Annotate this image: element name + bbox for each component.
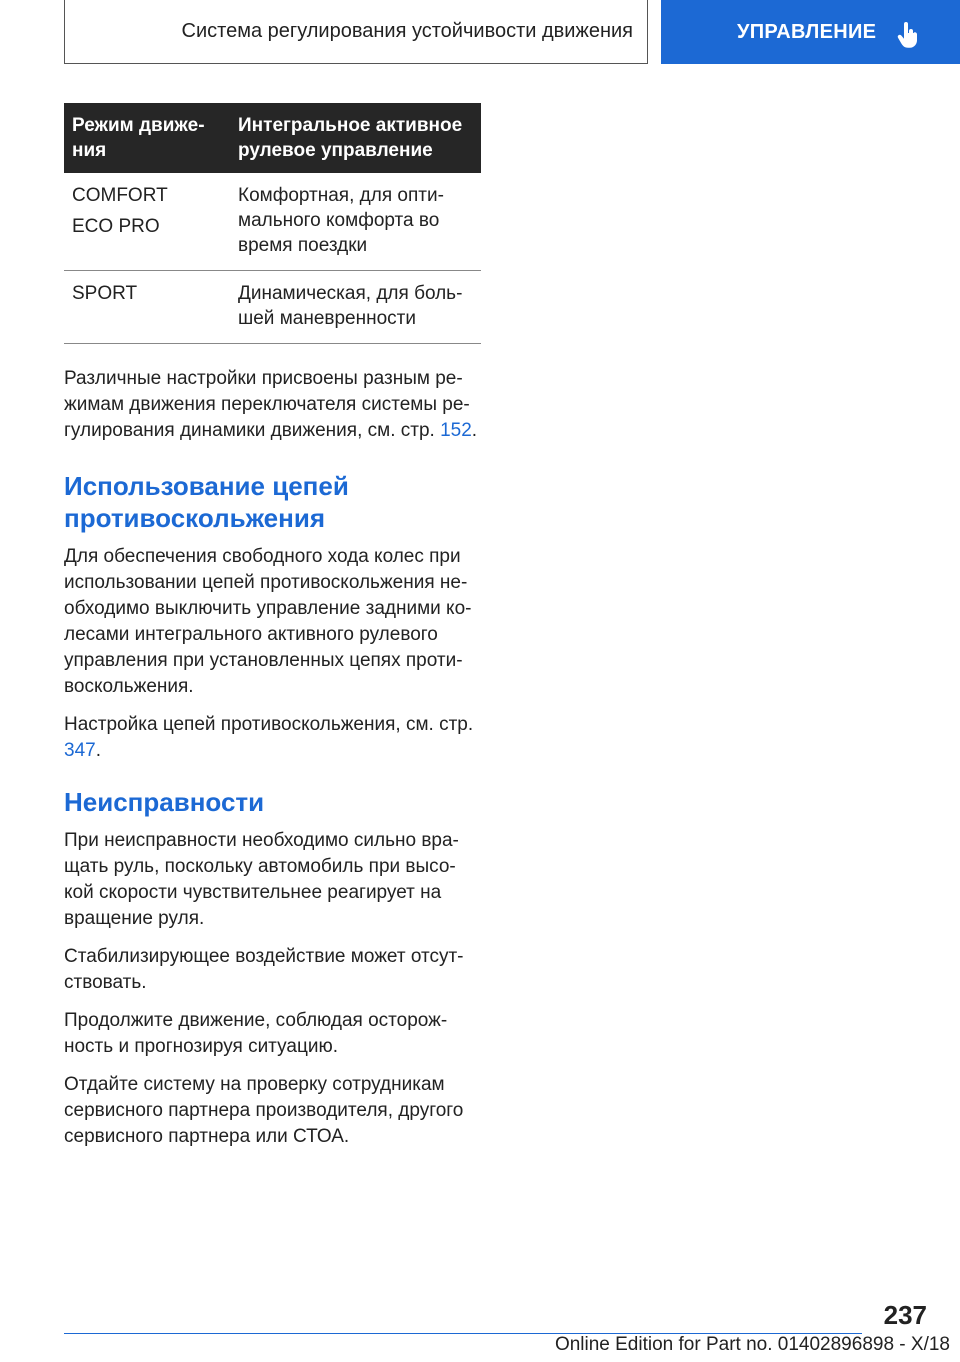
paragraph-tail: .	[471, 420, 478, 441]
paragraph-text: Настройка цепей противоскольжения, см. стр.	[64, 714, 474, 735]
heading-snow-chains: Использование цепей противоскольжения	[64, 471, 349, 533]
paragraph-faults-2: Стабилизирующее воздействие может отсут-ствовать.	[64, 946, 464, 993]
paragraph-faults-1: При неисправности необходимо сильно вра-щать руль, поскольку автомобиль при высо-кой скорости чувствительнее реагирует на вращение руля.	[64, 830, 459, 929]
section-title: Система регулирования устойчивости движения	[181, 20, 633, 42]
driving-mode-table	[64, 103, 481, 344]
chapter-tab[interactable]	[661, 0, 960, 64]
page-link-152[interactable]: 152	[440, 420, 472, 441]
table-cell-modes	[64, 173, 230, 271]
table-cell-description: Динамическая, для боль-шей маневренности	[230, 271, 481, 344]
page-link-347[interactable]: 347	[64, 740, 96, 761]
paragraph-chains-1: Для обеспечения свободного хода колес при использовании цепей противоскольжения не-обходимо выключить управление задними ко-лесами интегрального активного рулевого управления при установленных цепях проти-воскольжения.	[64, 546, 472, 697]
table-header-mode: Режим движе-ния	[64, 103, 230, 173]
running-header-section	[64, 0, 648, 64]
paragraph-faults-3: Продолжите движение, соблюдая осторож-ность и прогнозируя ситуацию.	[64, 1010, 448, 1057]
table-header-row	[64, 103, 481, 173]
table-cell-modes	[64, 271, 230, 344]
main-column	[64, 103, 481, 1162]
table-row	[64, 271, 481, 344]
paragraph-tail: .	[95, 740, 101, 761]
mode-label: COMFORT	[72, 185, 168, 206]
mode-label: ECO PRO	[72, 216, 160, 237]
heading-faults: Неисправности	[64, 787, 265, 817]
page-number: 237	[883, 1300, 927, 1330]
pointing-hand-icon	[897, 22, 919, 54]
paragraph-mode-settings	[64, 366, 481, 444]
table-header-steering: Интегральное активное рулевое управление	[230, 103, 481, 173]
table-row	[64, 173, 481, 271]
footer-edition: Online Edition for Part no. 01402896898 - X/18	[554, 1334, 950, 1355]
chapter-title: УПРАВЛЕНИЕ	[737, 20, 877, 43]
paragraph-text: Различные настройки присвоены разным ре-жимам движения переключателя системы ре-гулирования динамики движения, см. стр.	[64, 368, 470, 441]
table-cell-description: Комфортная, для опти-мального комфорта во время поездки	[230, 173, 481, 271]
paragraph-faults-4: Отдайте систему на проверку сотрудникам сервисного партнера производителя, другого сервисного партнера или СТОА.	[64, 1074, 464, 1147]
mode-label: SPORT	[72, 283, 138, 304]
paragraph-chains-2	[64, 712, 481, 764]
